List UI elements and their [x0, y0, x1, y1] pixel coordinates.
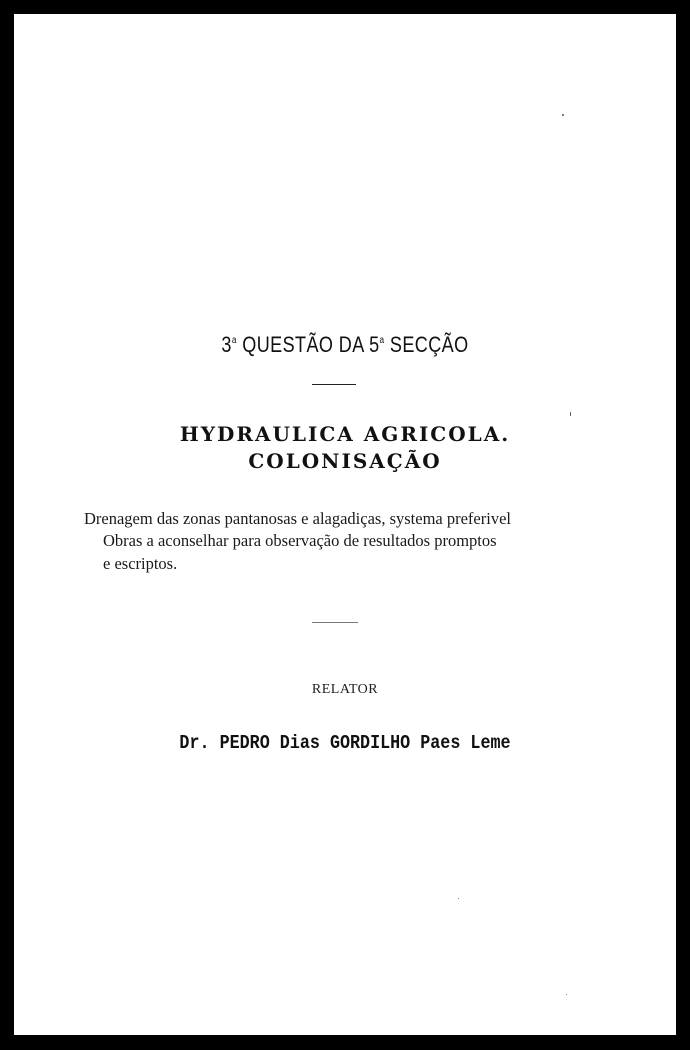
description-line-3: e escriptos.	[103, 554, 178, 573]
section-ordinal: a	[379, 335, 385, 346]
paper-speck	[570, 412, 571, 416]
divider-top	[312, 384, 356, 385]
author-name: Dr. PEDRO Dias GORDILHO Paes Leme	[179, 732, 511, 754]
divider-middle	[312, 622, 358, 623]
paper-speck	[458, 898, 459, 899]
heading-text-1: QUESTÃO DA	[236, 332, 370, 357]
heading-text-2: SECÇÃO	[384, 332, 469, 357]
document-page	[14, 14, 676, 1035]
paper-speck	[562, 114, 564, 116]
section-heading	[74, 332, 617, 358]
paper-speck	[566, 994, 567, 995]
question-number: 3	[221, 332, 232, 357]
section-number: 5	[369, 332, 380, 357]
description-line-1: Drenagem das zonas pantanosas e alagadiças, systema preferivel	[84, 509, 511, 528]
description-line-2: Obras a aconselhar para observação de resultados promptos	[103, 531, 497, 550]
title-line-1: HYDRAULICA AGRICOLA.	[179, 422, 511, 446]
title-line-2: COLONISAÇÃO	[248, 449, 442, 473]
relator-label: RELATOR	[311, 682, 379, 697]
question-ordinal: a	[231, 335, 237, 346]
